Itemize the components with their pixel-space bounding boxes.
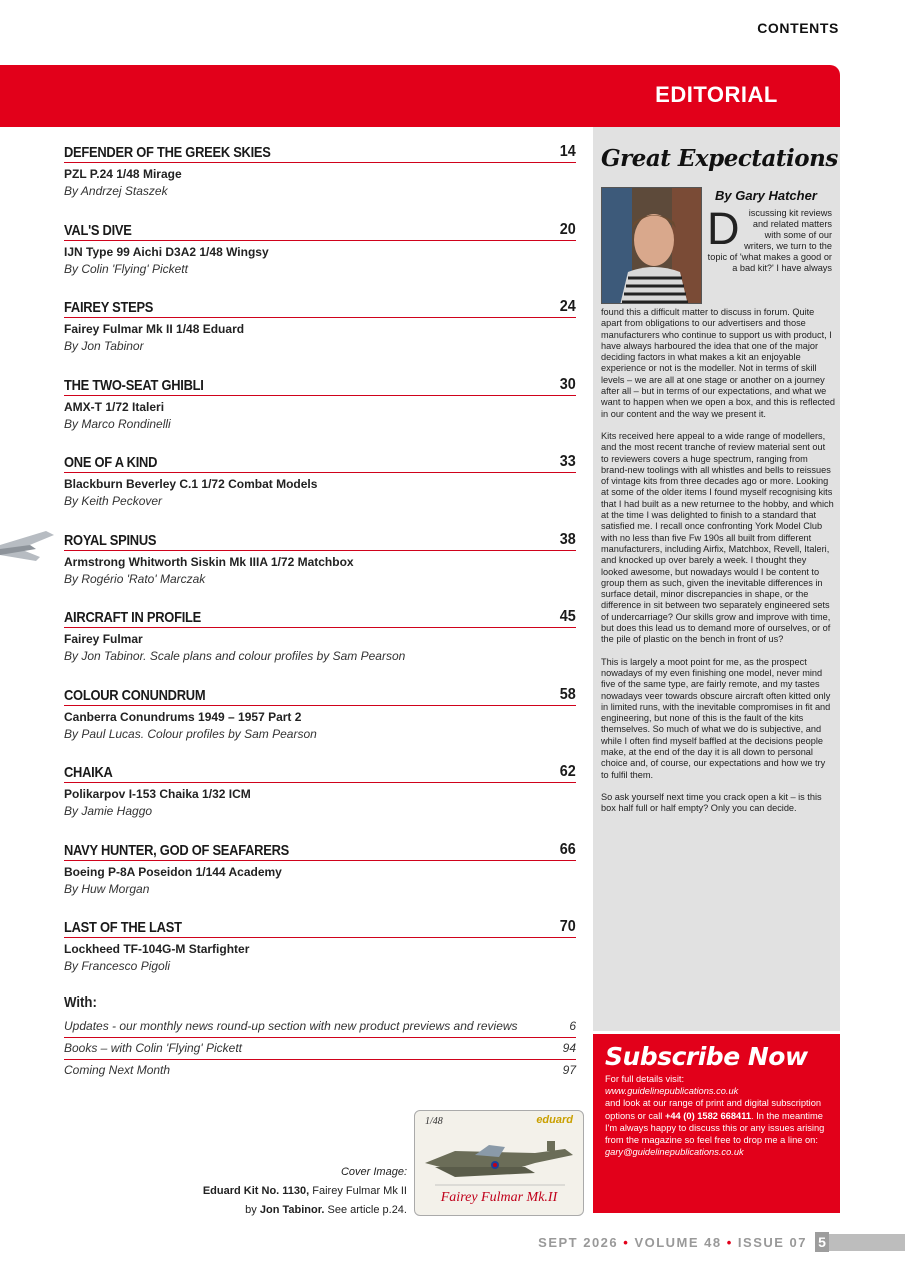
cover-label: Cover Image: [340,1166,407,1178]
page-number: 5 [815,1232,829,1252]
dropcap: D [707,203,740,254]
toc-byline: By Keith Peckover [64,494,163,508]
section-label: CONTENTS [757,20,839,36]
toc-title: THE TWO-SEAT GHIBLI [64,376,204,394]
cover-caption [87,1163,407,1220]
toc-entry[interactable] [64,684,576,762]
subscribe-phone[interactable]: +44 (0) 1582 668411 [664,1110,752,1121]
toc-subtitle: Boeing P-8A Poseidon 1/144 Academy [64,864,282,879]
subscribe-line1: For full details visit: [605,1074,685,1084]
toc-title: VAL'S DIVE [64,221,132,239]
editorial-panel [593,127,840,1031]
toc-page: 33 [559,453,576,470]
footer-issue: ISSUE 07 [737,1235,807,1250]
toc-title: NAVY HUNTER, GOD OF SEAFARERS [64,841,289,859]
with-item-page: 6 [569,1019,576,1033]
toc-title: ONE OF A KIND [64,454,158,471]
cover-see: See article p.24. [324,1204,407,1216]
cover-kit: Eduard Kit No. 1130, [202,1185,310,1197]
cover-kit-box-image [414,1110,584,1216]
toc-byline: By Francesco Pigoli [64,959,171,973]
cover-by: by [245,1204,260,1216]
toc-subtitle: Blackburn Beverley C.1 1/72 Combat Models [64,477,318,491]
cover-box-brand: eduard [536,1114,573,1126]
subscribe-email-link[interactable]: gary@guidelinepublications.co.uk [605,1147,744,1158]
toc-byline: By Rogério 'Rato' Marczak [64,571,206,586]
cover-kit-name: Fairey Fulmar Mk II [309,1185,407,1197]
toc-page: 62 [559,763,576,780]
cover-box-title: Fairey Fulmar Mk.II [440,1190,558,1205]
toc-byline: By Paul Lucas. Colour profiles by Sam Pearson [64,726,317,741]
author-photo-image [602,188,702,304]
cover-author: Jon Tabinor. [259,1204,325,1216]
editorial-paragraph: So ask yourself next time you crack open a kit – is this box half full or half empty? Only you can decide. [601,791,822,814]
toc-subtitle: Canberra Conundrums 1949 – 1957 Part 2 [64,709,302,724]
toc-page: 58 [559,685,576,703]
toc-title: COLOUR CONUNDRUM [64,686,206,704]
with-item-page: 94 [562,1041,576,1055]
toc-title: DEFENDER OF THE GREEK SKIES [64,144,271,161]
aircraft-fragment-image [0,527,56,571]
author-photo [601,187,702,304]
toc-subtitle: IJN Type 99 Aichi D3A2 1/48 Wingsy [64,244,269,259]
toc-page: 20 [559,220,576,238]
subscribe-text [605,1073,828,1158]
editorial-body [601,307,835,825]
editorial-paragraph: found this a difficult matter to discuss in forum. Quite apart from obligations to our advertisers and those manufacturers who continue to support us with product, I have always harboured the idea that one of the major deciding factors in what makes a kit an enjoyable experience or not is the modeller. Not in terms of skill levels – we are all at one stage or another on a journey after all – but in terms of our expectations, and what we want to happen when we open a box, and this is reflected in our content and the way we present it. [601,307,835,419]
toc-page: 24 [559,298,576,315]
with-item[interactable] [64,1016,576,1038]
toc-byline: By Andrzej Staszek [64,184,168,198]
with-title: With: [64,994,97,1011]
editorial-paragraph: Kits received here appeal to a wide range of modellers, and the most recent tranche of review material sent out to reviewers covers a huge spectrum, ranging from brand-new toolings with all whistles and bells to reissues of vintage kits from three decades ago or more. Looking at some of the older items I found myself recognising kits that I had built as a new returnee to the hobby, and which at the time I was delighted to finish to a standard that satisfied me. I recall once confronting York Model Club with no less than five Fw 190s all built from different manufacturers, including Airfix, Matchbox, Revell, Italeri, and knocked up over barely a week. I thought they looked awesome, but nowadays would I be content to group them as such, given the inevitable differences in surface detail, minor discrepancies in shape, or the difference in sit between two separately engineered sets of undercarriage? Our skills grow and improve with time, but does this lead us to demand more of ourselves, or of the pile of plastic on the bench in front of us? [601,430,834,645]
with-section [64,994,576,1082]
toc-title: LAST OF THE LAST [64,919,182,936]
cover-box-scale: 1/48 [425,1116,443,1127]
toc-byline: By Jon Tabinor. Scale plans and colour profiles by Sam Pearson [64,649,406,663]
toc-subtitle: PZL P.24 1/48 Mirage [64,167,182,181]
toc-byline: By Marco Rondinelli [64,416,171,431]
editorial-header: EDITORIAL [655,82,778,107]
editorial-lead [707,203,832,274]
editorial-author: By Gary Hatcher [715,188,817,203]
subscribe-url-link[interactable]: www.guidelinepublications.co.uk [605,1086,739,1097]
footer-sep: • [721,1235,738,1250]
toc-entry[interactable] [64,141,576,219]
toc-entry[interactable] [64,374,576,452]
toc-subtitle: Lockheed TF-104G-M Starfighter [64,942,250,956]
toc-byline: By Jon Tabinor [64,339,144,353]
toc-title: ROYAL SPINUS [64,531,157,549]
toc-entry[interactable] [64,451,576,529]
toc-entry[interactable] [64,296,576,374]
toc-page: 38 [559,530,576,548]
toc-entry[interactable] [64,839,576,917]
with-item[interactable] [64,1060,576,1082]
footer-volume: VOLUME 48 [634,1235,722,1250]
toc-subtitle: Armstrong Whitworth Siskin Mk IIIA 1/72 Matchbox [64,554,354,569]
toc-byline: By Jamie Haggo [64,804,153,818]
with-item-text: Coming Next Month [64,1063,171,1077]
toc-title: CHAIKA [64,764,113,781]
with-item-text: Updates - our monthly news round-up section with new product previews and reviews [64,1019,518,1033]
subscribe-text2: . In the meantime I'm always happy to discuss this or any issues arising from the magazine so feel free to drop me a line on: [605,1110,825,1146]
toc-entry[interactable] [64,916,576,994]
with-item-text: Books – with Colin 'Flying' Pickett [64,1041,242,1055]
toc-subtitle: Polikarpov I-153 Chaika 1/32 ICM [64,787,251,801]
table-of-contents [64,141,576,994]
toc-entry[interactable] [64,529,576,607]
subscribe-title: Subscribe Now [605,1042,808,1071]
toc-subtitle: Fairey Fulmar Mk II 1/48 Eduard [64,322,245,336]
toc-page: 66 [559,840,576,858]
footer-date: SEPT 2026 [538,1235,619,1250]
toc-page: 30 [559,375,576,393]
toc-subtitle: Fairey Fulmar [64,632,143,646]
toc-entry[interactable] [64,219,576,297]
toc-byline: By Huw Morgan [64,881,150,896]
toc-byline: By Colin 'Flying' Pickett [64,261,188,276]
toc-page: 45 [559,608,576,625]
editorial-paragraph: This is largely a moot point for me, as the prospect nowadays of my even finishing one model, never mind five of the same type, are fairly remote, and my tastes nowadays veer towards obscure aircraft often kitted only in limited runs, with the inevitable compromises in fit and engineering, but none of this is the fault of the kits themselves. So much of what we do is subjective, and while I often find myself baffled at the decisions people make, at the end of the day it is all down to personal choice and, of course, our expectations and how we try to fulfil them. [601,656,831,780]
toc-page: 70 [559,918,576,935]
subscribe-text1: and look at our range of print and digital subscription options or call [605,1098,822,1121]
footer-sep: • [618,1235,635,1250]
editorial-lead-text: iscussing kit reviews and related matters with some of our writers, we turn to the topic of 'what makes a good or a bad kit?' I have always [707,208,832,273]
toc-subtitle: AMX-T 1/72 Italeri [64,399,165,414]
subscribe-box [593,1034,840,1213]
editorial-title: Great Expectations [601,145,838,172]
toc-title: AIRCRAFT IN PROFILE [64,609,201,626]
toc-entry[interactable] [64,606,576,684]
toc-title: FAIREY STEPS [64,299,154,316]
with-item[interactable] [64,1038,576,1060]
toc-page: 14 [559,143,576,160]
toc-entry[interactable] [64,761,576,839]
with-item-page: 97 [562,1063,576,1077]
footer-issue-info [538,1235,807,1250]
